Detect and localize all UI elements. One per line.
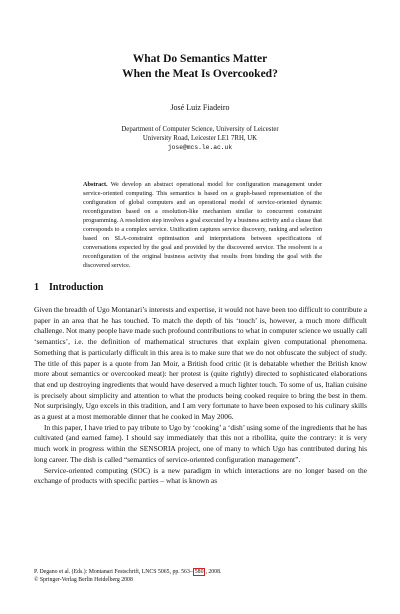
footer xyxy=(34,568,367,584)
copyright-line: © Springer-Verlag Berlin Heidelberg 2008 xyxy=(34,577,133,583)
section-title: Introduction xyxy=(49,282,104,293)
title-line-1: What Do Semantics Matter xyxy=(132,53,268,65)
affiliation-line-2: University Road, Leicester LE1 7RH, UK xyxy=(142,135,258,142)
page-end-highlight: 580 xyxy=(194,569,204,575)
author-name: José Luiz Fiadeiro xyxy=(170,103,230,112)
paragraph: In this paper, I have tried to pay tribute to Ugo by ‘cooking’ a ‘dish’ using some of the ingredients that he has cultivated (and earned fame). I should say immediately that this not a ribollita, quite the contrary: it is very much work in progress within the SENSORIA project, one of many to which Ugo has contributed during his long career. The dish is called “semantics of service-oriented configuration management”. xyxy=(34,422,367,464)
section-number: 1 xyxy=(34,282,39,293)
paragraph: Service-oriented computing (SOC) is a new paradigm in which interactions are no longer based on the exchange of products with specific parties – what is known as xyxy=(34,465,367,486)
paper-title xyxy=(0,52,400,82)
title-line-2: When the Meat Is Overcooked? xyxy=(122,68,278,80)
author-email: jose@mcs.le.ac.uk xyxy=(167,144,233,151)
citation-line xyxy=(34,568,367,576)
section-heading xyxy=(34,281,374,294)
citation-text: P. Degano et al. (Eds.): Montanari Festschrift, LNCS 5065, pp. 563– xyxy=(34,569,193,575)
paragraph: Given the breadth of Ugo Montanari’s interests and expertise, it would not have been too difficult to contribute a paper in an area that he has touched. To match the depth of his ‘touch’ is, however, a much more difficult challenge. Not many people have made such profound contributions to what in computer science we usually call ‘semantics’, i.e. the definition of mathematical structures that explain given computational phenomena. Something that is particularly difficult in this area is to make sure that we do not obfuscate the subject of study. The title of this paper is a quote from Jan Moir, a British food critic (it is debatable whether the British know more about semantics or overcooked meat): her protest is (quite rightly) directed to sophisticated elaborations that end up destroying ingredients that would have deserved a much lighter touch. To some of us, Italian cuisine is precisely about simplicity and attention to what the products being cooked require to bring the best in them. Not surprisingly, Ugo excels in this tradition, and I am very fortunate to have been exposed to his culinary skills as a guest at a most memorable dinner that he cooked in May 2006. xyxy=(34,305,367,422)
abstract-text: We develop an abstract operational model for configuration management under service-oriented computing. This semantics is based on a graph-based representation of the configuration of global computers and an operational model of service-oriented dynamic reconfiguration based on a resolution-like mechanism similar to concurrent constraint programming. A resolution step involves a goal executed by a business activity and a clause that corresponds to a complex service. Unification captures service discovery, ranking and selection based on SLA-constraint optimisation and interpretations between specifications of conversations expected by the goal and provided by the discovered service. The resolvent is a reconfiguration of the original business activity that results from binding the goal with the discovered service. xyxy=(83,181,323,269)
body-text xyxy=(34,305,367,487)
abstract xyxy=(83,180,322,270)
abstract-label: Abstract. xyxy=(83,181,108,188)
affiliation-line-1: Department of Computer Science, University of Leicester xyxy=(121,126,279,133)
citation-year: , 2008. xyxy=(205,569,222,575)
affiliation xyxy=(0,125,400,152)
